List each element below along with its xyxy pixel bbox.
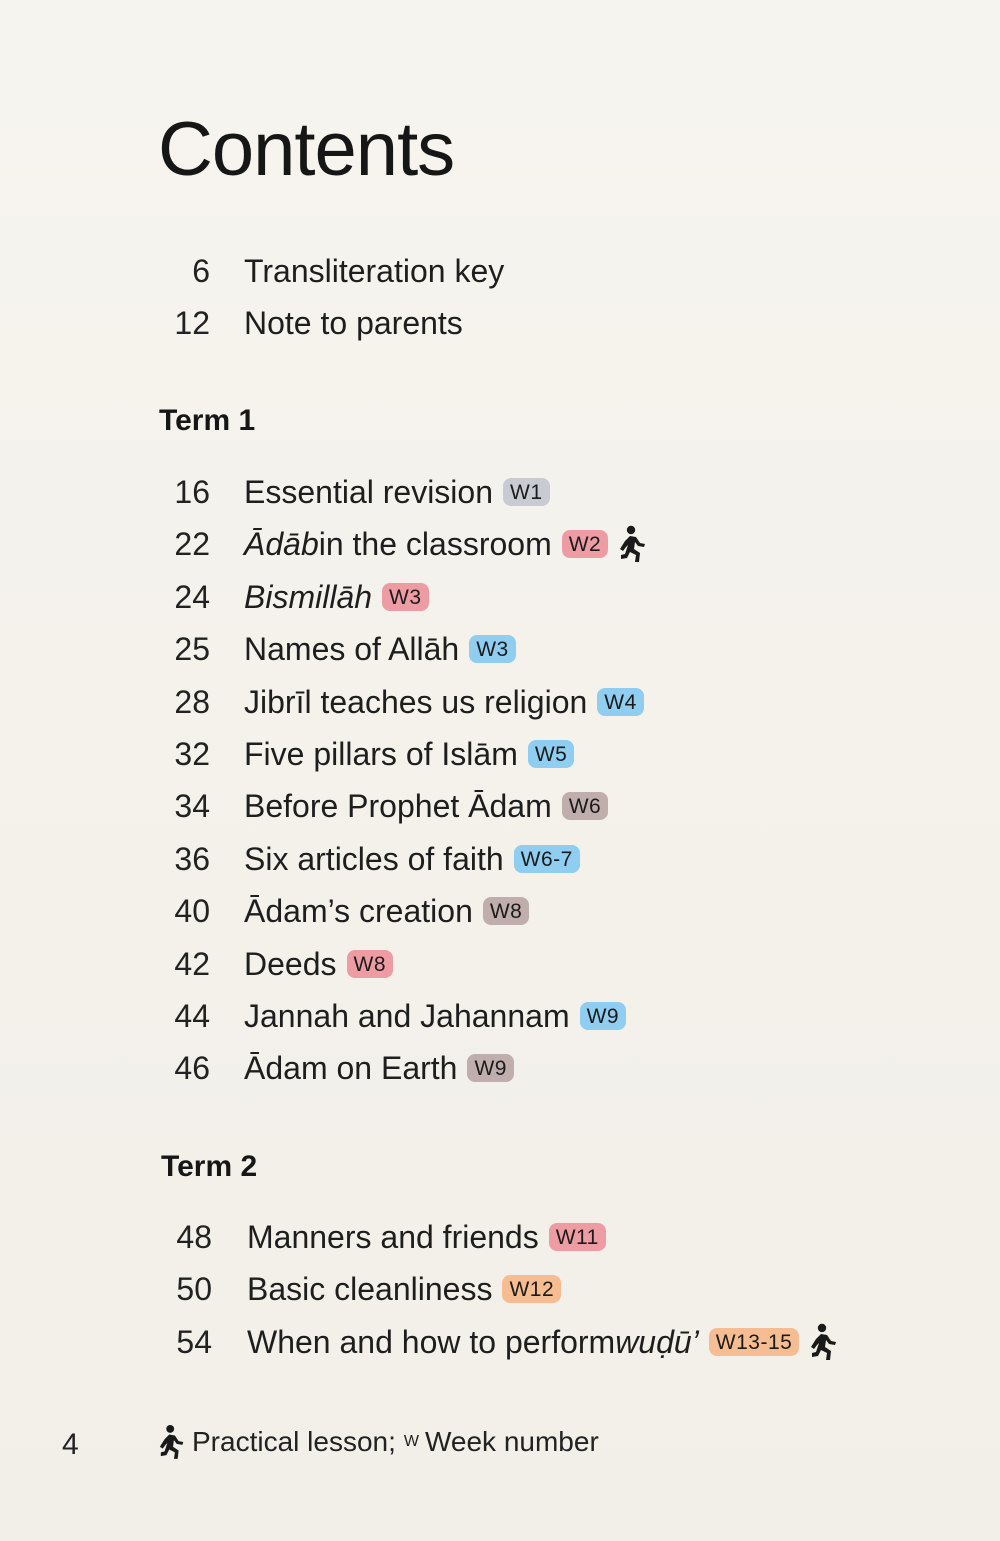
toc-entry-title <box>244 683 644 720</box>
week-badge: W3 <box>469 635 516 663</box>
legend <box>158 1424 599 1460</box>
week-badge: W9 <box>580 1002 627 1030</box>
toc-entry-label: Six articles of faith <box>244 840 504 877</box>
toc-page-number: 6 <box>192 253 210 289</box>
toc-entry-title <box>244 476 550 508</box>
toc-entry-title <box>244 738 574 770</box>
toc-entry-label: When and how to perform <box>247 1323 616 1360</box>
toc-entry-title <box>244 788 608 825</box>
week-badge: W6 <box>562 792 609 820</box>
term-2-heading: Term 2 <box>161 1150 258 1183</box>
week-badge: W13-15 <box>709 1328 800 1356</box>
toc-entry-title <box>244 840 580 877</box>
week-badge: W12 <box>502 1275 561 1303</box>
toc-entry-title <box>244 1000 626 1032</box>
running-person-icon <box>618 525 650 563</box>
toc-page-number: 42 <box>174 945 210 982</box>
page-title: Contents <box>158 107 455 192</box>
toc-entry-italic-term: Ādāb <box>244 526 319 563</box>
toc-entry-title <box>244 945 393 982</box>
toc-entry-title <box>244 578 429 615</box>
legend-week-marker: W <box>403 1433 419 1450</box>
legend-week-text: Week number <box>424 1426 599 1457</box>
toc-entry-label: Manners and friends <box>247 1219 539 1255</box>
toc-entry-label: Ādam on Earth <box>244 1050 458 1087</box>
legend-practical-text: Practical lesson; <box>192 1426 396 1457</box>
week-badge: W2 <box>562 530 609 558</box>
toc-page-number: 46 <box>174 1050 210 1087</box>
toc-page-number: 54 <box>176 1323 212 1360</box>
toc-entry-label: Five pillars of Islām <box>244 736 518 772</box>
toc-page-number: 25 <box>174 631 210 668</box>
running-person-icon <box>809 1323 841 1361</box>
toc-entry-label: Ādam’s creation <box>244 893 473 930</box>
toc-entry-label: Basic cleanliness <box>247 1271 493 1308</box>
toc-entry-label: Essential revision <box>244 474 493 510</box>
week-badge: W8 <box>347 950 394 978</box>
toc-page-number: 16 <box>174 474 210 510</box>
toc-entry-italic-term: wuḍū’ <box>615 1323 699 1360</box>
week-badge: W5 <box>528 740 575 768</box>
toc-entry-label: Note to parents <box>244 305 463 341</box>
toc-entry-title <box>247 1271 561 1308</box>
toc-page-number: 34 <box>174 788 210 825</box>
week-badge: W9 <box>467 1054 514 1082</box>
toc-entry-italic-term: Bismillāh <box>244 578 373 615</box>
toc-page-number: 24 <box>174 578 210 615</box>
toc-entry-label: Before Prophet Ādam <box>244 788 552 825</box>
toc-page-number: 28 <box>174 683 210 720</box>
toc-entry-label: Transliteration key <box>244 253 505 289</box>
week-badge: W3 <box>382 583 429 611</box>
toc-entry-label: Jibrīl teaches us religion <box>244 683 588 720</box>
toc-page-number: 50 <box>176 1271 212 1308</box>
week-badge: W6-7 <box>514 845 580 873</box>
toc-page-number: 48 <box>176 1219 212 1255</box>
toc-page-number: 32 <box>174 736 210 772</box>
toc-entry-label: Names of Allāh <box>244 631 460 668</box>
toc-page-number: 22 <box>174 526 210 563</box>
toc-entry-label: in the classroom <box>318 526 552 563</box>
toc-entry-title <box>244 631 516 668</box>
toc-entry-label: Jannah and Jahannam <box>244 998 570 1034</box>
week-badge: W8 <box>483 897 530 925</box>
page-number: 4 <box>62 1428 79 1461</box>
term-1-heading: Term 1 <box>159 404 256 437</box>
toc-entry-title <box>247 1221 606 1253</box>
running-person-icon <box>158 1424 188 1460</box>
toc-page-number: 12 <box>174 305 210 341</box>
toc-entry-label: Deeds <box>244 945 337 982</box>
week-badge: W11 <box>549 1223 606 1251</box>
week-badge: W4 <box>597 688 644 716</box>
week-badge: W1 <box>503 478 550 506</box>
toc-page-number: 36 <box>174 840 210 877</box>
toc-entry-title <box>244 525 650 563</box>
toc-page-number: 44 <box>174 998 210 1034</box>
toc-entry-title <box>247 1323 841 1361</box>
toc-entry-title <box>244 1050 514 1087</box>
toc-entry-title <box>244 893 529 930</box>
toc-page-number: 40 <box>174 893 210 930</box>
